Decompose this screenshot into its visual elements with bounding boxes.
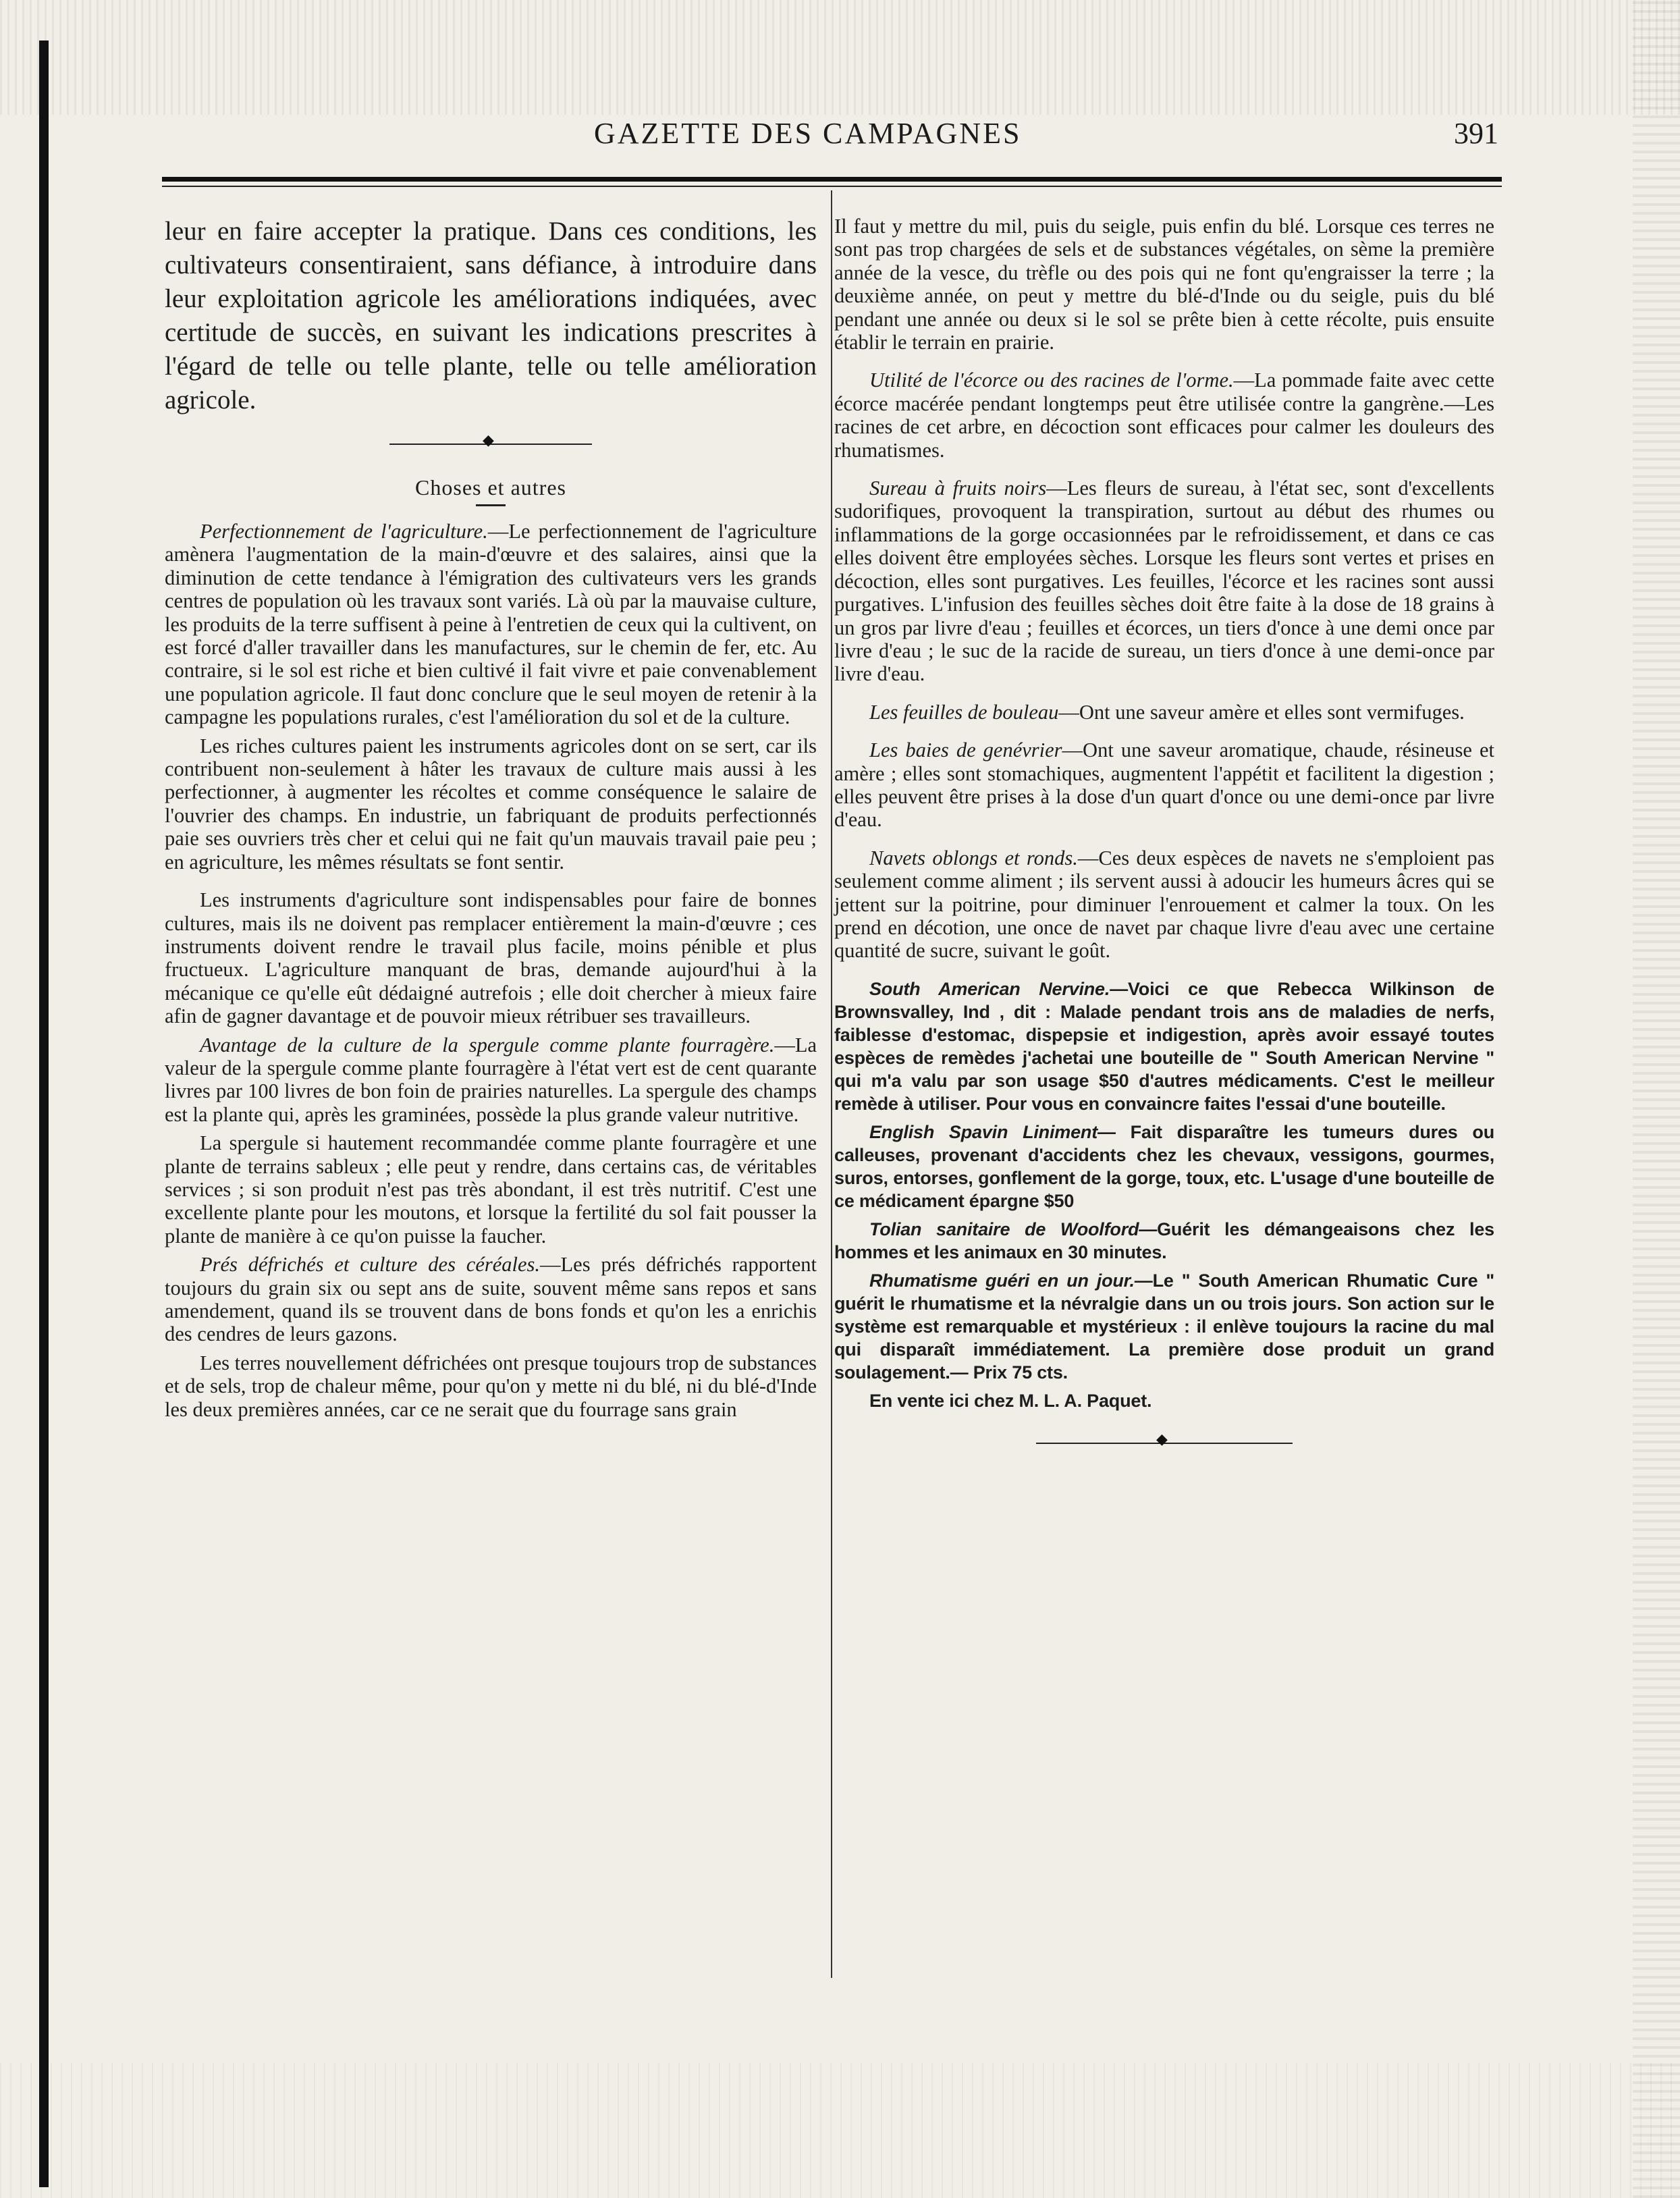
article-title: Prés défrichés et culture des céréales. xyxy=(200,1253,541,1277)
page-header xyxy=(162,116,1512,163)
article-title: Avantage de la culture de la spergule comme plante fourragère. xyxy=(200,1033,775,1056)
right-column xyxy=(834,215,1494,1474)
article-title: Les baies de genévrier xyxy=(869,739,1062,762)
binding-edge xyxy=(39,41,49,2187)
article-body: —Les fleurs de sureau, à l'état sec, sont d'excellents sudorifiques, provoquent la transpiration, surtout au début des rhumes ou inflammations de la gorge occasionnées par le refroidissement, et dans ce cas elles doivent être employées sèches. Lorsque les fleurs sont vertes et prises en décoction, elles sont purgatives. Les feuilles, l'écorce et les racines sont aussi purgatives. L'infusion des feuilles sèches doit être faite à la dose de 18 grains à un gros par livre d'eau ; feuilles et écorces, un tiers d'once à une demi once par livre d'eau ; le suc de la racide de sureau, un tiers d'once à une demi-once par livre d'eau. xyxy=(834,477,1494,686)
article-paragraph: Les terres nouvellement défrichées ont presque toujours trop de substances et de sels, trop de chaleur même, pour qu'on y mette ni du blé, ni du blé-d'Inde les deux premières années, car ce ne serait que du fourrage sans grain xyxy=(165,1351,817,1421)
article-title: Utilité de l'écorce ou des racines de l'orme. xyxy=(869,369,1234,392)
header-rule-thin xyxy=(162,186,1502,187)
page-number: 391 xyxy=(1454,117,1498,150)
column-divider xyxy=(831,190,832,1978)
left-column xyxy=(165,215,817,1426)
article-paragraph xyxy=(834,369,1494,462)
advertisement-paragraph: En vente ici chez M. L. A. Paquet. xyxy=(869,1390,1152,1411)
article-body: —Ces deux espèces de navets ne s'emploient pas seulement comme aliment ; ils servent aussi à adoucir les humeurs âcres qui se jettent sur la poitrine, pour diminuer l'enrouement et calmer la toux. On les prend en décotion, une once de navet par chaque livre d'eau avec une certaine quantité de sucre, suivant le goût. xyxy=(834,846,1494,963)
scan-noise-bottom xyxy=(0,2063,1680,2198)
article-title: Navets oblongs et ronds. xyxy=(869,846,1078,869)
advertisement-paragraph xyxy=(834,1121,1494,1212)
article-body: —La pommade faite avec cette écorce macérée pendant longtemps peut être utilisée contre la gangrène.—Les racines de cet arbre, en décoction sont efficaces pour calmer les douleurs des rhumatismes. xyxy=(834,369,1495,462)
article-body: —Le perfectionnement de l'agriculture amènera l'augmentation de la main-d'œuvre et des salaires, ainsi que la diminution de cette tendance à l'émigration des cultivateurs vers les grands centres de population où les travaux sont variés. Là où par la mauvaise culture, les produits de la terre suffisent à peine à l'entretien de ceux qui la cultivent, on est forcé d'aller travailler dans les manufactures, sur le chemin de fer, etc. Au contraire, si le sol est riche et bien cultivé il fait vivre et paie convenablement une population agricole. Il faut donc conclure que le seul moyen de retenir à la campagne les populations rurales, c'est l'amélioration du sol et de la culture. xyxy=(165,520,817,729)
advertisement-body: —Le " South American Rhumatic Cure " guérit le rhumatisme et la névralgie dans un ou trois jours. Son action sur le système est remarquable et mystérieux : il enlève toujours la racine du mal qui disparaît immédiatement. La première dose produit un grand soulagement.— Prix 75 cts. xyxy=(834,1270,1494,1383)
publication-title: GAZETTE DES CAMPAGNES xyxy=(594,117,1022,150)
advertisement-title: Rhumatisme guéri en un jour. xyxy=(869,1270,1135,1291)
article-paragraph: Les instruments d'agriculture sont indispensables pour faire de bonnes cultures, mais ils ne doivent pas remplacer entièrement la main-d'œuvre ; ces instruments doivent rendre le travail plus facile, moins pénible et plus fructueux. L'agriculture manquant de bras, demande aujourd'hui à la mécanique ce qu'elle eût dédaigné autrefois ; elle doit chercher à mieux faire afin de gagner davantage et de pouvoir mieux rétribuer ses travailleurs. xyxy=(165,888,817,1028)
advertisement-body: —Guérit les démangeaisons chez les hommes et les animaux en 30 minutes. xyxy=(834,1218,1494,1262)
article-title: Les feuilles de bouleau xyxy=(869,700,1059,724)
section-title: Choses et autres xyxy=(415,475,566,500)
advertisement-title: English Spavin Liniment xyxy=(869,1121,1098,1142)
advertisement-body: —Voici ce que Rebecca Wilkinson de Brownsvalley, Ind , dit : Malade pendant trois ans de maladies de nerfs, faiblesse d'estomac, dispepsie et indigestion, après avoir essayé toutes espèces de remèdes j'achetai une bouteille de " South American Nervine " qui m'a valu par son usage $50 d'autres médicaments. C'est le meilleur remède à utiliser. Pour vous en convaincre faites l'essai d'une bouteille. xyxy=(834,978,1494,1114)
article-body: —Ont une saveur amère et elles sont vermifuges. xyxy=(1058,700,1465,724)
header-rule-thick xyxy=(162,177,1502,182)
advertisement-body: — Fait disparaître les tumeurs dures ou calleuses, provenant d'accidents chez les chevaux, vessigons, gourmes, suros, entorses, gonflement de la gorge, toux, etc. L'usage d'une bouteille de ce médicament épargne $50 xyxy=(834,1121,1495,1211)
article-paragraph: Il faut y mettre du mil, puis du seigle, puis enfin du blé. Lorsque ces terres ne sont pas trop chargées de sels et de substances végétales, on sème la première année de la vesce, du trèfle ou des pois qui ne font qu'engraisser la terre ; la deuxième année, on peut y mettre du blé-d'Inde ou du seigle, puis du blé pendant une année ou deux si le sol se prête bien à cette récolte, puis ensuite établir le terrain en prairie. xyxy=(834,215,1494,354)
article-paragraph: La spergule si hautement recommandée comme plante fourragère et une plante de terrains sableux ; elle peut y rendre, dans certains cas, de véritables services ; si son produit n'est pas très abondant, il est très nutritif. C'est une excellente plante pour les moutons, et lorsque la fertilité du sol fait pousser la plante de manière à ce qu'on puisse la faucher. xyxy=(165,1131,817,1248)
advertisement-title: South American Nervine. xyxy=(869,978,1110,999)
advertisement-paragraph xyxy=(834,977,1494,1115)
article-body: —Les prés défrichés rapportent toujours du grain six ou sept ans de suite, souvent même sans repos et sans amendement, quand ils se trouvent dans de bons fonds et qu'on les a enrichis des cendres de leurs gazons. xyxy=(165,1253,817,1346)
article-paragraph xyxy=(834,477,1494,686)
article-paragraph xyxy=(165,1253,817,1346)
article-paragraph xyxy=(834,739,1494,832)
scan-noise-right xyxy=(1633,0,1680,2198)
article-title: Perfectionnement de l'agriculture. xyxy=(200,520,488,543)
article-paragraph xyxy=(165,520,817,729)
article-paragraph xyxy=(834,847,1494,963)
ornament-divider xyxy=(389,437,592,451)
article-title: Sureau à fruits noirs xyxy=(869,477,1047,500)
article-body: —Ont une saveur aromatique, chaude, résineuse et amère ; elles sont stomachiques, augmentent l'appétit et facilitent la digestion ; elles peuvent être prises à la dose d'un quart d'once ou une demi-once par livre d'eau. xyxy=(834,739,1495,832)
advertisement-paragraph xyxy=(834,1269,1494,1384)
advertisement-title: Tolian sanitaire de Woolford xyxy=(869,1218,1139,1239)
article-paragraph xyxy=(834,701,1494,724)
ornament-divider xyxy=(1036,1437,1293,1450)
advertisement-paragraph xyxy=(834,1218,1494,1264)
article-paragraph xyxy=(165,1034,817,1127)
scan-noise-top xyxy=(0,0,1680,115)
lead-paragraph: leur en faire accepter la pratique. Dans ces conditions, les cultivateurs consentiraient, sans défiance, à introduire dans leur exploitation agricole les améliorations indiquées, avec certitude de succès, en suivant les indications prescrites à l'égard de telle ou telle plante, telle ou telle amélioration agricole. xyxy=(165,217,817,414)
article-paragraph: Les riches cultures paient les instruments agricoles dont on se sert, car ils contribuent non-seulement à hâter les travaux de culture mais aussi à les perfectionner, à augmenter les récoltes et comme conséquence le salaire de l'ouvrier des champs. En industrie, un fabriquant de produits perfectionnés paie ses ouvriers très cher et celui qui ne fait qu'un mauvais travail paie peu ; en agriculture, les mêmes résultats se font sentir. xyxy=(165,734,817,874)
section-dash xyxy=(476,504,506,506)
article-body: —La valeur de la spergule comme plante fourragère à l'état vert est de cent quarante livres par 100 livres de bon foin de prairies naturelles. La spergule des champs est la plante qui, après les graminées, possède la plus grande valeur nutritive. xyxy=(165,1033,817,1126)
